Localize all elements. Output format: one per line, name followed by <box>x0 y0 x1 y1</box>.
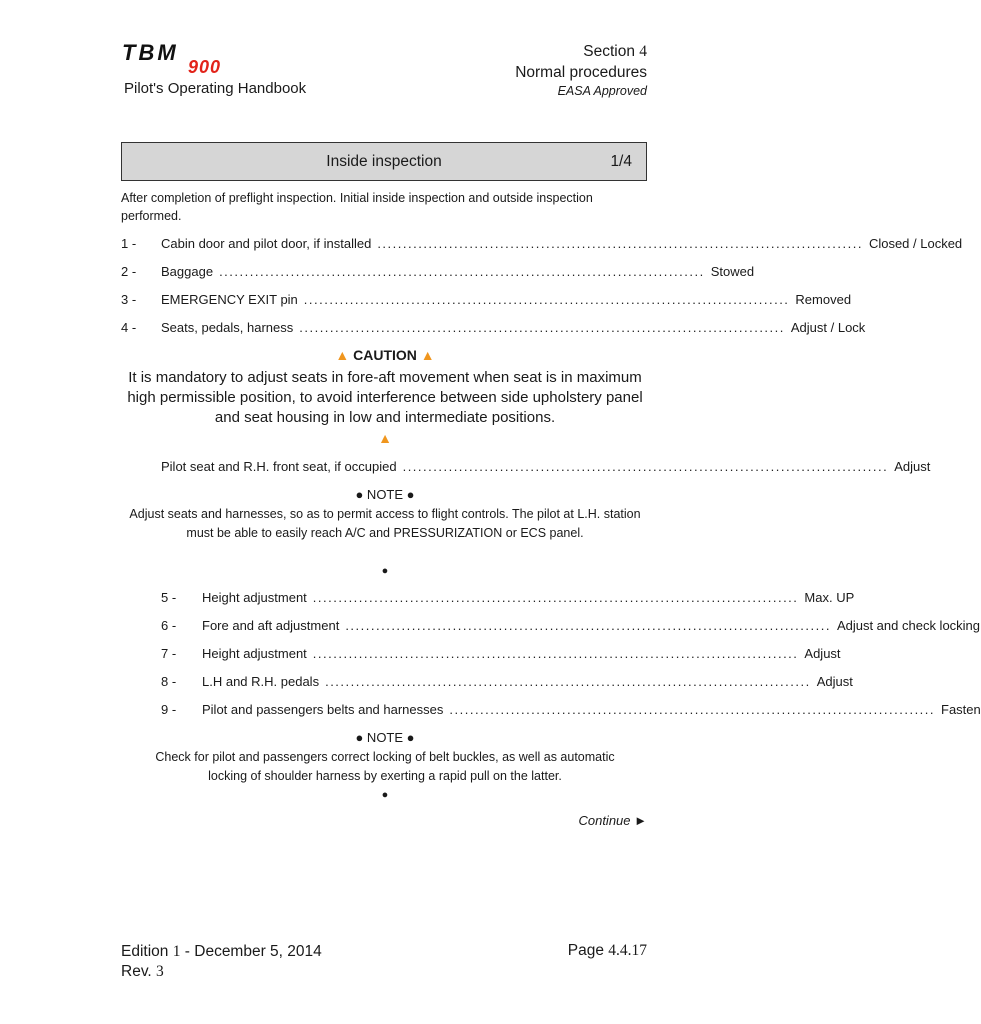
section-label: Section <box>583 43 635 60</box>
note-end-bullet: ● <box>381 789 389 801</box>
step-action: Adjust <box>894 459 931 474</box>
step-label: Baggage <box>161 264 214 279</box>
step-number: 3 - <box>121 292 137 307</box>
step-label: L.H and R.H. pedals <box>202 674 320 689</box>
step-action: Adjust <box>804 646 841 661</box>
step-number: 4 - <box>121 320 137 335</box>
step-number: 6 - <box>161 618 177 633</box>
checklist-step <box>121 292 852 310</box>
warning-triangle-icon: ▲ <box>335 347 350 363</box>
edition-label: Edition <box>121 943 169 960</box>
continue-label: Continue ► <box>578 813 647 828</box>
step-number: 9 - <box>161 702 177 717</box>
step-label: Height adjustment <box>202 646 307 661</box>
edition-info <box>121 942 322 982</box>
checklist-step <box>121 264 755 282</box>
leader-dots: ............................................................................................... <box>312 646 799 661</box>
logo-model-text: 900 <box>188 57 222 77</box>
edition-date: - December 5, 2014 <box>184 943 322 960</box>
caution-heading <box>121 347 649 363</box>
leader-dots: ............................................................................................... <box>449 702 936 717</box>
leader-dots: ............................................................................................... <box>299 320 785 335</box>
step-action: Closed / Locked <box>868 236 963 251</box>
step-number: 2 - <box>121 264 137 279</box>
caution-text: It is mandatory to adjust seats in fore-aft movement when seat is in maximum high permissible position, to avoid interference between side upholstery panel and seat housing in low and intermediate positions. <box>127 369 643 426</box>
checklist-step <box>121 236 963 254</box>
step-label: Cabin door and pilot door, if installed <box>161 236 372 251</box>
step-label: Pilot seat and R.H. front seat, if occupied <box>161 459 397 474</box>
checklist-step <box>161 590 855 608</box>
step-label: Height adjustment <box>202 590 307 605</box>
leader-dots: ............................................................................................... <box>303 292 790 307</box>
step-action: Adjust and check locking <box>836 618 981 633</box>
step-number: 7 - <box>161 646 177 661</box>
note-heading: ● NOTE ● <box>355 730 415 745</box>
page-number <box>568 942 647 960</box>
step-number: 8 - <box>161 674 177 689</box>
step-action: Removed <box>795 292 852 307</box>
banner-page: 1/4 <box>610 153 632 170</box>
leader-dots: ............................................................................................... <box>325 674 811 689</box>
revision-label: Rev. <box>121 963 152 980</box>
page-value: 4.4.17 <box>608 942 647 959</box>
revision-number: 3 <box>156 963 164 980</box>
step-action: Adjust <box>816 674 853 689</box>
checklist-step <box>161 618 981 636</box>
checklist-step <box>161 674 853 692</box>
leader-dots: ............................................................................................... <box>377 236 863 251</box>
checklist-step <box>161 646 841 664</box>
tbm-900-logo <box>120 40 250 76</box>
note-end-bullet: ● <box>381 565 389 577</box>
step-action: Fasten <box>941 702 981 717</box>
logo-tbm-text: TBM <box>122 40 179 65</box>
warning-triangle-icon: ▲ <box>420 347 435 363</box>
caution-label: CAUTION <box>353 347 417 363</box>
step-action: Stowed <box>710 264 755 279</box>
checklist-step <box>161 702 981 720</box>
section-info <box>515 41 647 99</box>
checklist-step <box>161 459 931 477</box>
approval-label: EASA Approved <box>557 84 647 98</box>
procedure-banner <box>121 142 647 181</box>
step-label: Pilot and passengers belts and harnesses <box>202 702 444 717</box>
section-number: 4 <box>639 43 647 60</box>
step-number: 1 - <box>121 236 137 251</box>
note-heading: ● NOTE ● <box>355 487 415 502</box>
edition-number: 1 <box>172 943 181 960</box>
leader-dots: ............................................................................................... <box>312 590 799 605</box>
note-text: Check for pilot and passengers correct locking of belt buckles, as well as automatic locking of shoulder harness by exerting a rapid pull on the latter. <box>155 750 615 783</box>
step-label: Seats, pedals, harness <box>161 320 294 335</box>
handbook-title: Pilot's Operating Handbook <box>124 80 307 97</box>
note-text: Adjust seats and harnesses, so as to permit access to flight controls. The pilot at L.H. station must be able to easily reach A/C and PRESSURIZATION or ECS panel. <box>129 507 641 540</box>
step-action: Max. UP <box>804 590 855 605</box>
leader-dots: ............................................................................................... <box>402 459 889 474</box>
checklist-step <box>121 320 866 338</box>
banner-title: Inside inspection <box>326 153 442 170</box>
step-action: Adjust / Lock <box>790 320 866 335</box>
warning-triangle-icon: ▲ <box>378 430 392 446</box>
leader-dots: ............................................................................................... <box>219 264 705 279</box>
intro-text: After completion of preflight inspection. Initial inside inspection and outside inspection performed. <box>121 191 593 223</box>
step-number: 5 - <box>161 590 177 605</box>
edition-line <box>121 942 322 962</box>
page-label: Page <box>567 942 604 959</box>
leader-dots: ............................................................................................... <box>345 618 831 633</box>
step-label: EMERGENCY EXIT pin <box>161 292 298 307</box>
revision-line <box>121 962 322 982</box>
section-title: Normal procedures <box>515 64 647 81</box>
step-label: Fore and aft adjustment <box>202 618 340 633</box>
section-line <box>515 41 647 62</box>
